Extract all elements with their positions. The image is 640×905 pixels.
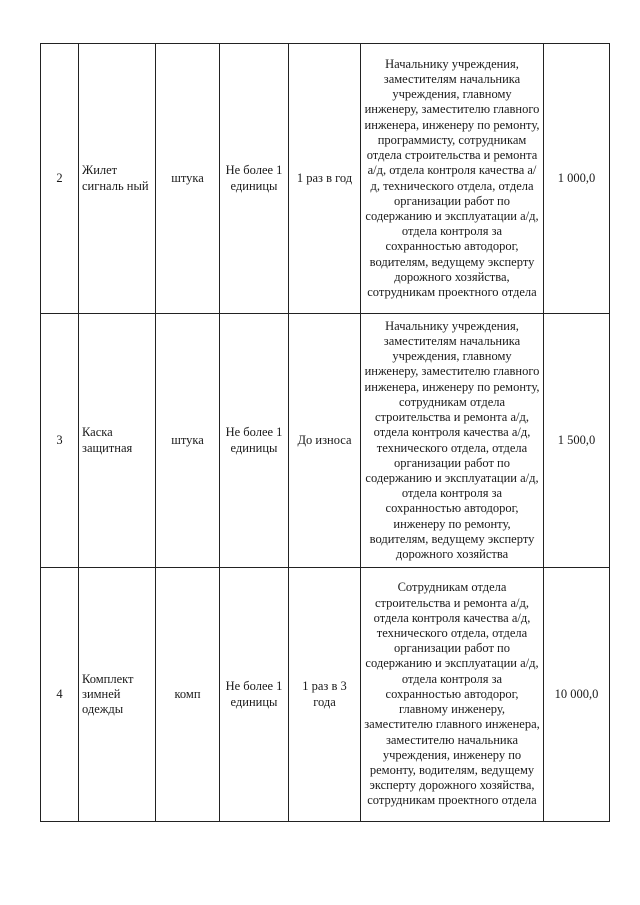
item-unit: штука <box>156 314 220 568</box>
item-name: Жилет сигналь ный <box>79 44 156 314</box>
table-row <box>41 568 610 822</box>
item-price: 1 500,0 <box>544 314 610 568</box>
item-name: Каска защитная <box>79 314 156 568</box>
row-number: 3 <box>41 314 79 568</box>
item-price: 10 000,0 <box>544 568 610 822</box>
equipment-norms-table <box>40 43 610 822</box>
item-norm: Не более 1 единицы <box>220 44 289 314</box>
item-recipients: Начальнику учреждения, заместителям начальника учреждения, главному инженеру, заместителю главного инженера, инженеру по ремонту, сотрудникам отдела строительства и ремонта а/д, отдела контроля качества а/д, технического отдела, отдела организации работ по содержанию и эксплуатации а/д, отдела контроля за сохранностью автодорог, инженеру по ремонту, водителям, ведущему эксперту дорожного хозяйства <box>361 314 544 568</box>
item-name: Комплект зимней одежды <box>79 568 156 822</box>
item-price: 1 000,0 <box>544 44 610 314</box>
table-row <box>41 44 610 314</box>
item-recipients: Начальнику учреждения, заместителям начальника учреждения, главному инженеру, заместителю главного инженера, инженеру по ремонту, программисту, сотрудникам отдела строительства и ремонта а/д, отдела контроля качества а/д, технического отдела, отдела организации работ по содержанию и эксплуатации а/д, отдела контроля за сохранностью автодорог, водителям, ведущему эксперту дорожного хозяйства, сотрудникам проектного отдела <box>361 44 544 314</box>
item-term: 1 раз в год <box>289 44 361 314</box>
item-unit: штука <box>156 44 220 314</box>
item-recipients: Сотрудникам отдела строительства и ремонта а/д, отдела контроля качества а/д, технического отдела, отдела организации работ по содержанию и эксплуатации а/д, отдела контроля за сохранностью автодорог, главному инженеру, заместителю главного инженера, заместителю начальника учреждения, инженеру по ремонту, водителям, ведущему эксперту дорожного хозяйства, сотрудникам проектного отдела <box>361 568 544 822</box>
table-row <box>41 314 610 568</box>
item-norm: Не более 1 единицы <box>220 314 289 568</box>
row-number: 4 <box>41 568 79 822</box>
item-norm: Не более 1 единицы <box>220 568 289 822</box>
row-number: 2 <box>41 44 79 314</box>
item-term: 1 раз в 3 года <box>289 568 361 822</box>
item-unit: комп <box>156 568 220 822</box>
item-term: До износа <box>289 314 361 568</box>
